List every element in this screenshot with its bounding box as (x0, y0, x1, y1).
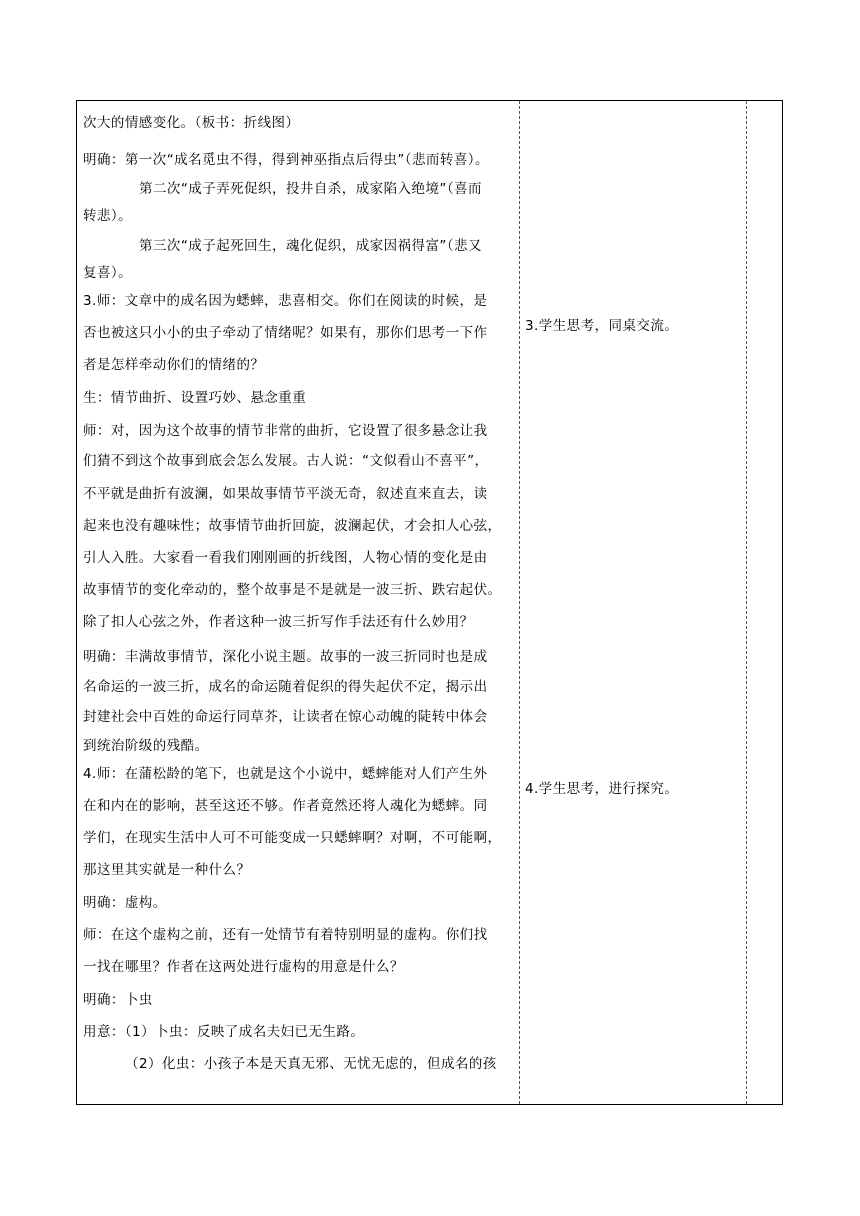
student-activity-cell (525, 101, 745, 1104)
text-line: 否也被这只小小的虫子牵动了情绪呢？如果有，那你们思考一下作 (83, 325, 488, 341)
text-line: 封建社会中百姓的命运行同草芥，让读者在惊心动魄的陡转中体会 (83, 709, 488, 725)
text-line: 们猜不到这个故事到底会怎么发展。古人说：“文似看山不喜平”， (83, 453, 489, 469)
text-line: 故事情节的变化牵动的，整个故事是不是就是一波三折、跌宕起伏。 (83, 582, 502, 598)
text-line: 3.师：文章中的成名因为蟋蟀，悲喜相交。你们在阅读的时候，是 (83, 293, 488, 309)
column-divider (519, 101, 520, 1104)
text-line: 明确：卜虫 (83, 992, 153, 1008)
column-divider (746, 101, 747, 1104)
text-line: 复喜）。 (83, 265, 133, 281)
text-line: 一找在哪里？作者在这两处进行虚构的用意是什么？ (83, 959, 404, 975)
teaching-process-cell (83, 101, 517, 1104)
text-line: 第二次“成子弄死促织，投井自杀，成家陷入绝境”（喜而 (139, 181, 482, 197)
text-line: 除了扣人心弦之外，作者这种一波三折写作手法还有什么妙用？ (83, 614, 474, 630)
text-line: 转悲）。 (83, 208, 133, 224)
text-line: 次大的情感变化。（板书：折线图） (83, 115, 300, 131)
text-line: 引人入胜。大家看一看我们刚刚画的折线图，人物心情的变化是由 (83, 550, 488, 566)
text-line: （2）化虫：小孩子本是天真无邪、无忧无虑的，但成名的孩 (125, 1056, 497, 1072)
lesson-plan-table (76, 100, 783, 1105)
text-line: 4.师：在蒲松龄的笔下，也就是这个小说中，蟋蟀能对人们产生外 (83, 766, 488, 782)
text-line: 生：情节曲折、设置巧妙、悬念重重 (83, 390, 307, 406)
text-line: 明确：第一次“成名觅虫不得，得到神巫指点后得虫”（悲而转喜）。 (83, 152, 489, 168)
text-line: 到统治阶级的残酷。 (83, 738, 209, 754)
text-line: 明确：虚构。 (83, 895, 167, 911)
text-line: 师：在这个虚构之前，还有一处情节有着特别明显的虚构。你们找 (83, 927, 488, 943)
text-line: 名命运的一波三折，成名的命运随着促织的得失起伏不定，揭示出 (83, 679, 488, 695)
text-line: 师：对，因为这个故事的情节非常的曲折，它设置了很多悬念让我 (83, 423, 488, 439)
text-line: 起来也没有趣味性；故事情节曲折回旋，波澜起伏，才会扣人心弦， (83, 518, 502, 534)
text-line: 在和内在的影响，甚至这还不够。作者竟然还将人魂化为蟋蟀。同 (83, 798, 488, 814)
text-line: 者是怎样牵动你们的情绪的？ (83, 357, 265, 373)
text-line: 4.学生思考，进行探究。 (525, 781, 679, 797)
text-line: 用意：（1）卜虫：反映了成名夫妇已无生路。 (83, 1024, 365, 1040)
text-line: 不平就是曲折有波澜，如果故事情节平淡无奇，叙述直来直去，读 (83, 486, 488, 502)
text-line: 明确：丰满故事情节，深化小说主题。故事的一波三折同时也是成 (83, 649, 488, 665)
text-line: 3.学生思考，同桌交流。 (525, 318, 679, 334)
text-line: 那这里其实就是一种什么？ (83, 862, 251, 878)
text-line: 学们，在现实生活中人可不可能变成一只蟋蟀啊？对啊，不可能啊， (83, 830, 502, 846)
text-line: 第三次“成子起死回生，魂化促织，成家因祸得富”（悲又 (139, 238, 482, 254)
